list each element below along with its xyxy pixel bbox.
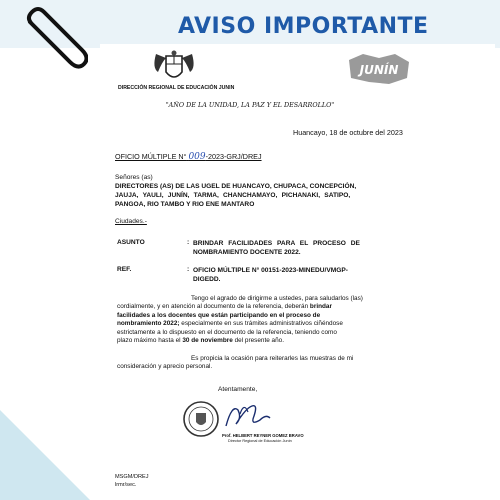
body-paragraph-2: Es propicia la ocasión para reiterarles las muestras de mi consideración y aprecio personal. xyxy=(117,355,354,371)
footer-secretary: lrmr/sec. xyxy=(115,482,137,488)
junin-logo-text: JUNÍN xyxy=(359,63,399,77)
banner-title: AVISO IMPORTANTE xyxy=(178,14,429,39)
corner-decoration xyxy=(0,410,90,500)
recipients-line-1: DIRECTORES (AS) DE LAS UGEL DE HUANCAYO, CHUPACA, CONCEPCIÓN, xyxy=(115,183,357,190)
official-round-stamp xyxy=(182,400,220,438)
signer-name: Prof. HELBERT REYNER GOMEZ BRAVO xyxy=(222,433,304,438)
institution-name: DIRECCIÓN REGIONAL DE EDUCACIÓN JUNIN xyxy=(118,85,235,91)
peru-coat-of-arms-icon xyxy=(152,50,196,86)
signer-role: Director Regional de Educación Junín xyxy=(228,439,292,443)
asunto-label: ASUNTO xyxy=(117,239,145,246)
asunto-value: BRINDAR FACILIDADES PARA EL PROCESO DE NOMBRAMIENTO DOCENTE 2022. xyxy=(193,240,360,256)
oficio-suffix: -2023-GRJ/DREJ xyxy=(205,152,262,161)
ref-label: REF. xyxy=(117,266,132,273)
signoff: Atentamente, xyxy=(218,386,258,393)
ref-colon: : xyxy=(187,266,190,273)
recipients-line-3: PANGOA, RIO TAMBO Y RIO ENE MANTARO xyxy=(115,201,255,208)
footer-initials: MSGM/DREJ xyxy=(115,474,149,480)
body-paragraph-1: Tengo el agrado de dirigirme a ustedes, para saludarlos (las) cordialmente, y en atención al documento de la referencia, deberán brindar facilidades a los docentes que están participando en el proceso de nombramiento 2022; especialmente en sus trámites administrativos ciñéndose estrictamente a lo dispuesto en el documento de la referencia, teniendo como plazo máximo hasta el 30 de noviembre del presente año. xyxy=(117,295,363,345)
year-motto: "AÑO DE LA UNIDAD, LA PAZ Y EL DESARROLLO" xyxy=(165,101,335,109)
oficio-prefix: OFICIO MÚLTIPLE N° xyxy=(115,152,187,161)
salutation: Señores (as) xyxy=(115,174,153,181)
city-line: Ciudades.- xyxy=(115,218,147,225)
recipients-line-2: JAUJA, YAULI, JUNÍN, TARMA, CHANCHAMAYO, PICHANAKI, SATIPO, xyxy=(115,192,351,199)
ref-value: OFICIO MÚLTIPLE N° 00151-2023-MINEDU/VMGP- DIGEDD. xyxy=(193,267,348,283)
oficio-number xyxy=(115,152,262,162)
handwritten-signature xyxy=(222,400,272,432)
date-line: Huancayo, 18 de octubre del 2023 xyxy=(293,128,403,137)
asunto-colon: : xyxy=(187,239,190,246)
paperclip-icon xyxy=(18,6,88,76)
junin-region-logo xyxy=(345,52,413,86)
oficio-handwritten-number: 009 xyxy=(188,152,206,162)
